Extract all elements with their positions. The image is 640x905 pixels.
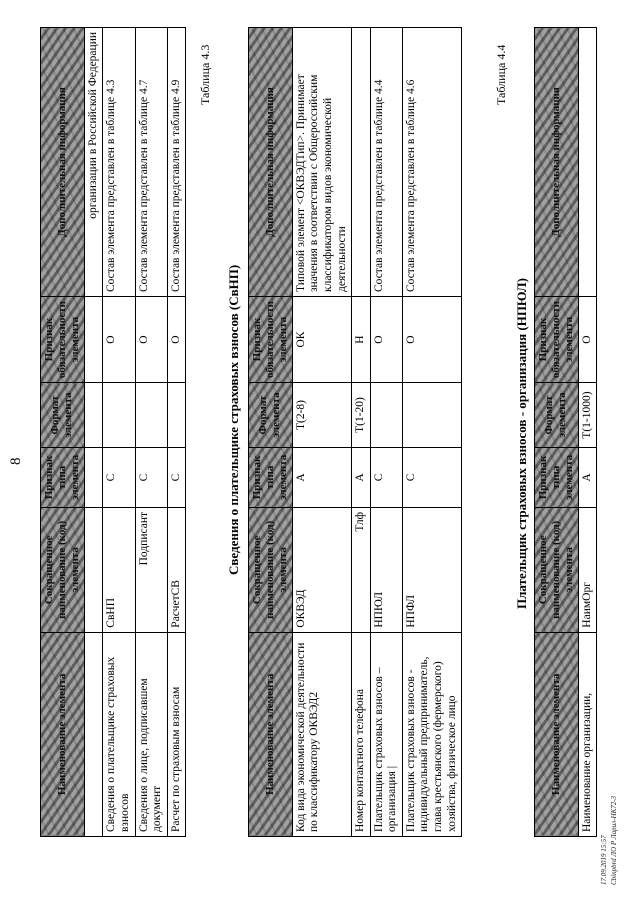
col-header-format: Формат элемента <box>41 383 85 448</box>
section-title-svnp: Сведения о плательщике страховых взносов (СвНП) <box>226 264 241 575</box>
table-header-row: Наименование элемента Сокращенное наименование (код) элемента Признак типа элемента Формат элемента Признак обязательности элемента Дополнительная информация <box>535 28 579 837</box>
col-header-name: Наименование элемента <box>41 632 85 836</box>
table-header-row <box>41 28 85 837</box>
col-header-info: Дополнительная информация <box>41 28 85 297</box>
col-header-short: Сокращенное наименование (код) элемента <box>41 507 85 632</box>
table-caption-4-3: Таблица 4.3 <box>198 44 212 105</box>
table-header-row: Наименование элемента Сокращенное наименование (код) элемента Признак типа элемента Формат элемента Признак обязательности элемента Дополнительная информация <box>249 28 293 837</box>
table-npyul <box>534 27 597 837</box>
col-header-required: Признак обязательности элемента <box>41 297 85 383</box>
table-row: Сведения о плательщике страховых взносов СвНП С О Состав элемента представлен в таблице 4.3 <box>103 28 135 837</box>
table-row: Наименование организации, НаимОрг А T(1-1000) О <box>578 28 597 837</box>
table-row: Сведения о лице, подписавшем документ Подписант С О Состав элемента представлен в таблице 4.7 <box>135 28 167 837</box>
table-svnp <box>248 27 462 837</box>
table-row: Плательщик страховых взносов – организация | НПЮЛ С О Состав элемента представлен в таблице 4.4 <box>370 28 402 837</box>
section-title-npyul: Плательщик страховых взносов - организация (НПЮЛ) <box>514 278 529 609</box>
table-caption-4-4: Таблица 4.4 <box>494 44 508 105</box>
page-number: 8 <box>8 457 24 465</box>
continuation-note: организации в Российской Федерации <box>84 28 103 297</box>
table-row <box>84 28 103 837</box>
table-row: Код вида экономической деятельности по классификатору ОКВЭД2 ОКВЭД А T(2-8) ОК Типовой элемент <ОКВЭДТип>. Принимает значения в соответствии с Общероссийским классификатором видов экономической деятельности <box>292 28 351 837</box>
print-stamp-date: 17.09.2019 15:57 <box>600 835 608 885</box>
table-main-elements <box>40 27 186 837</box>
print-stamp-code: Сbinpbrd ЛО Р Ларил-НК72-3 <box>610 795 618 885</box>
table-row: Плательщик страховых взносов - индивидуальный предприниматель, глава крестьянского (фермерского) хозяйства, физическое лицо НПФЛ С О Состав элемента представлен в таблице 4.6 <box>402 28 461 837</box>
table-row: Номер контактного телефона Тлф А T(1-20) Н <box>352 28 371 837</box>
table-row: Расчет по страховым взносам РасчетСВ С О Состав элемента представлен в таблице 4.9 <box>167 28 186 837</box>
col-header-type: Признак типа элемента <box>41 448 85 508</box>
